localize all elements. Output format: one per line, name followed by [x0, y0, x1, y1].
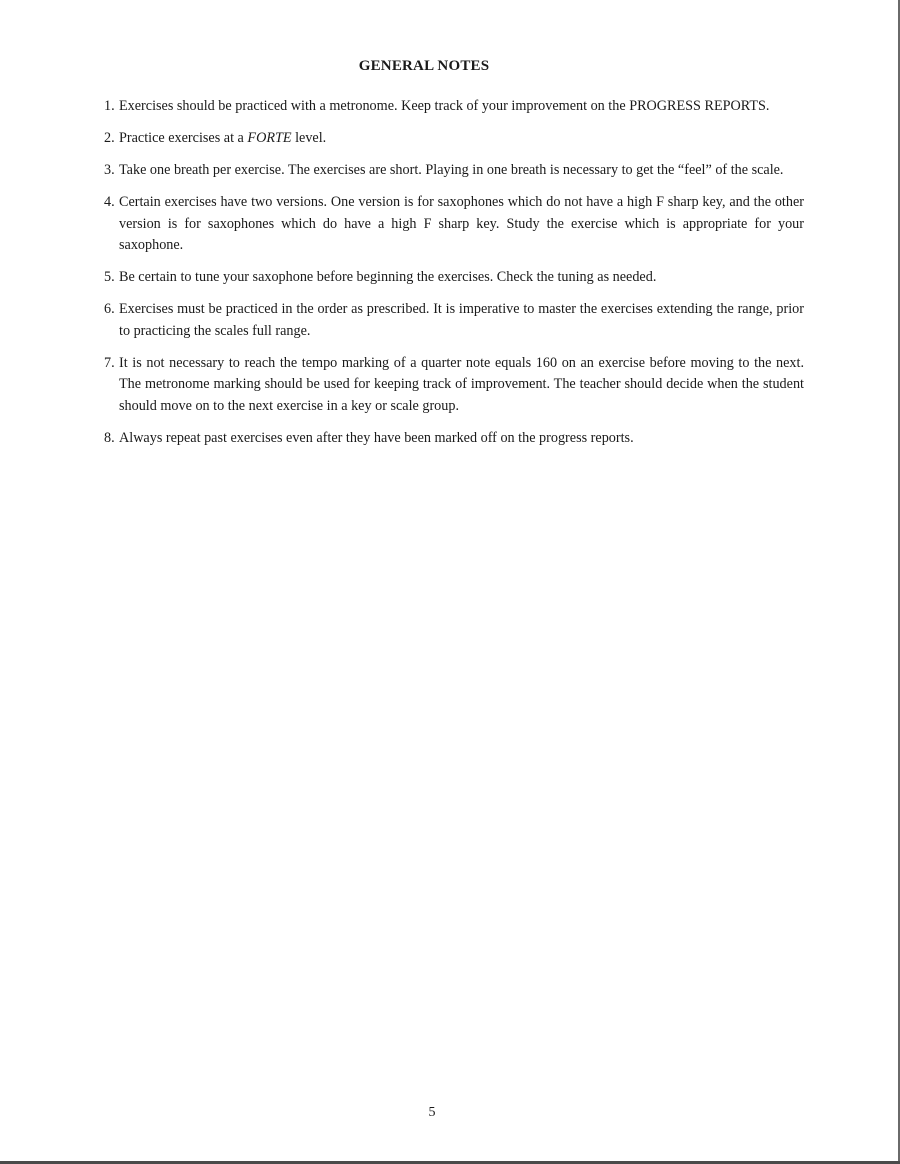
note-number: 2.: [104, 130, 115, 146]
note-text: Always repeat past exercises even after they have been marked off on the progress reports.: [119, 429, 634, 446]
note-text: [119, 128, 804, 150]
note-number: 1.: [104, 98, 115, 114]
note-item-1: [104, 96, 804, 118]
page-number: 5: [428, 1105, 436, 1120]
note-text: Exercises should be practiced with a metronome. Keep track of your improvement on the PROGRESS REPORTS.: [119, 98, 770, 114]
general-notes-list: [104, 96, 804, 460]
note-item-5: [104, 267, 804, 289]
note-item-2: [104, 128, 804, 150]
note-item-8: [104, 428, 804, 450]
page-title: GENERAL NOTES: [358, 58, 490, 74]
note-text: Certain exercises have two versions. One version is for saxophones which do not have a high F sharp key, and the other version is for saxophones which do have a high F sharp key. Study the exercise which is appropriate for your saxophone.: [119, 194, 804, 253]
note-number: 4.: [104, 194, 115, 210]
note-text-pre: Practice exercises at a: [119, 130, 248, 146]
note-item-7: [104, 353, 804, 418]
note-text: It is not necessary to reach the tempo marking of a quarter note equals 160 on an exercise before moving to the next. The metronome marking should be used for keeping track of improvement. The teacher should decide when the student should move on to the next exercise in a key or scale group.: [119, 354, 804, 414]
note-text: Take one breath per exercise. The exercises are short. Playing in one breath is necessary to get the “feel” of the scale.: [119, 162, 784, 178]
note-text-post: level.: [291, 130, 327, 146]
note-number: 8.: [104, 429, 115, 446]
note-number: 6.: [104, 301, 115, 317]
note-number: 7.: [104, 354, 115, 371]
note-item-3: [104, 160, 804, 182]
note-text: Exercises must be practiced in the order as prescribed. It is imperative to master the exercises extending the range, prior to practicing the scales full range.: [119, 301, 804, 339]
note-number: 5.: [104, 269, 115, 285]
note-item-4: [104, 192, 804, 257]
note-item-6: [104, 299, 804, 342]
note-number: 3.: [104, 162, 115, 178]
note-text: Be certain to tune your saxophone before beginning the exercises. Check the tuning as needed.: [119, 269, 657, 285]
note-text-emphasis: FORTE: [247, 130, 292, 146]
